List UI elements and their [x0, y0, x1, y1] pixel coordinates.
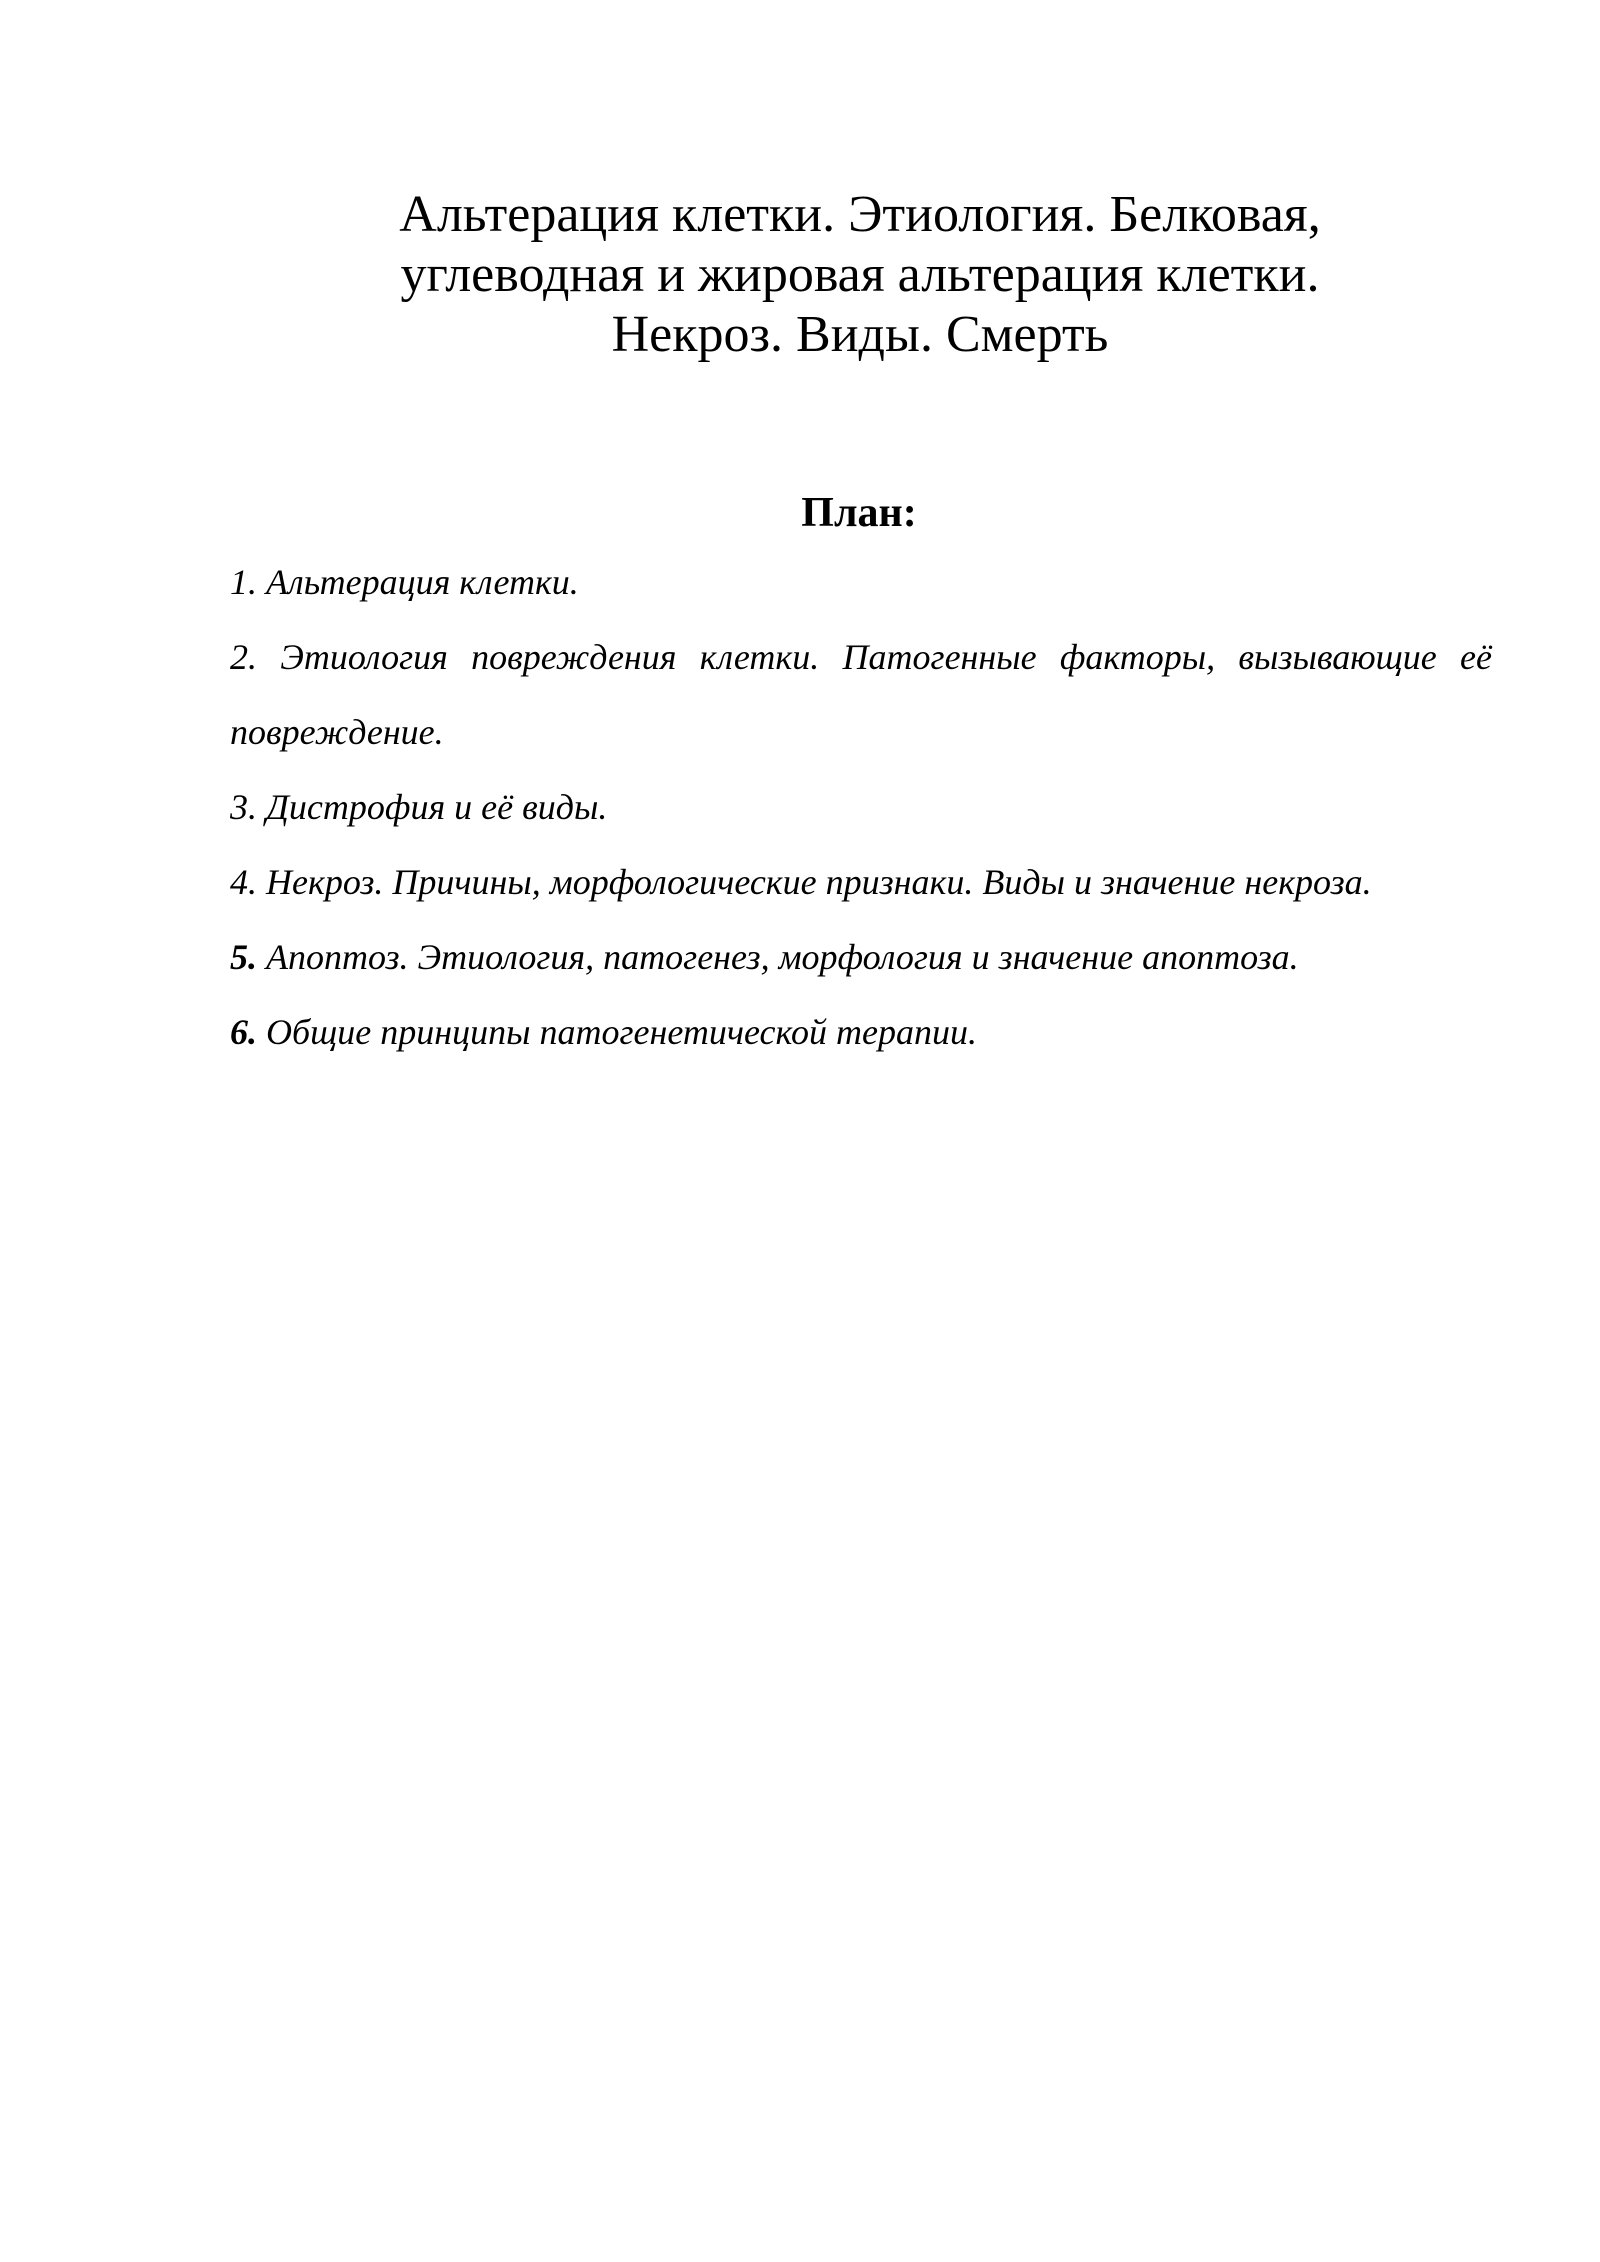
plan-item-number: 2. — [230, 637, 257, 677]
plan-item-2 — [230, 620, 1492, 770]
plan-heading: План: — [801, 490, 917, 536]
plan-item-1 — [230, 545, 1492, 620]
plan-item-text: Альтерация клетки. — [257, 562, 579, 602]
plan-item-5 — [230, 920, 1492, 995]
plan-item-number: 1. — [230, 562, 257, 602]
plan-item-number: 5. — [230, 937, 257, 977]
plan-list — [230, 545, 1492, 1070]
plan-item-text: Некроз. Причины, морфологические признаки. Виды и значение некроза. — [257, 862, 1372, 902]
plan-item-number: 6. — [230, 1012, 257, 1052]
plan-item-4 — [230, 845, 1492, 920]
title-line-3: Некроз. Виды. Смерть — [611, 305, 1109, 363]
title-line-2: углеводная и жировая альтерация клетки. — [400, 245, 1320, 303]
plan-item-6 — [230, 995, 1492, 1070]
plan-item-text: Дистрофия и её виды. — [257, 787, 608, 827]
plan-item-text: Общие принципы патогенетической терапии. — [257, 1012, 977, 1052]
plan-item-number: 3. — [230, 787, 257, 827]
plan-item-text: Этиология повреждения клетки. Патогенные факторы, вызывающие её повреждение. — [230, 637, 1492, 752]
plan-item-number: 4. — [230, 862, 257, 902]
plan-item-3 — [230, 770, 1492, 845]
title-line-1: Альтерация клетки. Этиология. Белковая, — [399, 185, 1321, 243]
plan-item-text: Апоптоз. Этиология, патогенез, морфология и значение апоптоза. — [257, 937, 1299, 977]
document-title — [230, 185, 1490, 365]
